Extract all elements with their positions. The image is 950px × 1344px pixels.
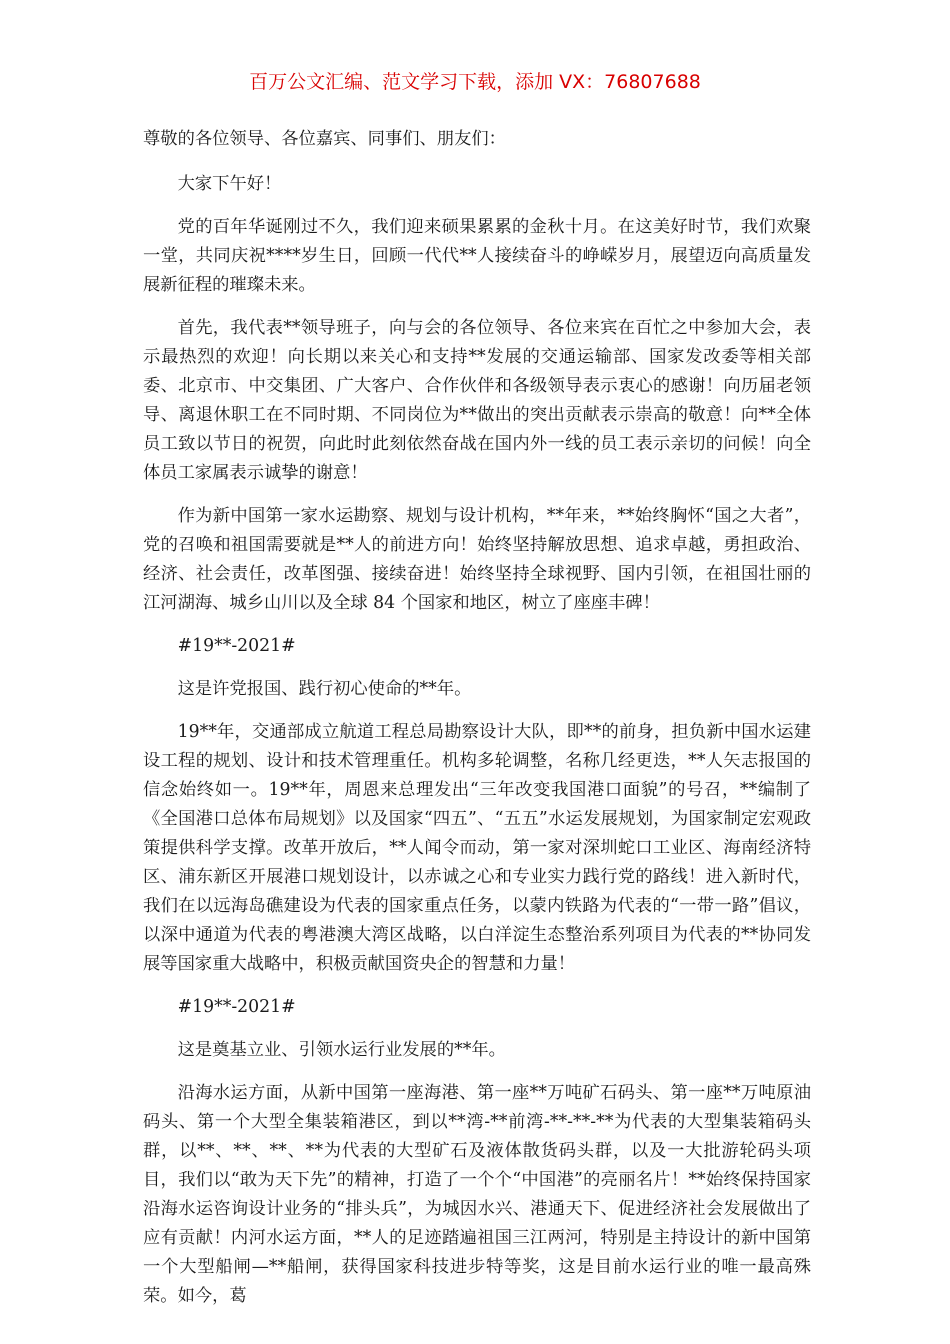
speech-body	[143, 125, 811, 1325]
section-marker: #19**-2021#	[177, 636, 296, 656]
intro-paragraph: 党的百年华诞刚过不久，我们迎来硕果累累的金秋十月。在这美好时节，我们欢聚一堂，共同庆祝****岁生日，回顾一代代**人接续奋斗的峥嵘岁月，展望迈向高质量发展新征程的璀璨未来。	[143, 217, 811, 295]
mission-paragraph: 19**年，交通部成立航道工程总局勘察设计大队，即**的前身，担负新中国水运建设工程的规划、设计和技术管理重任。机构多轮调整，名称几经更迭，**人矢志报国的信念始终如一。19**年，周恩来总理发出“三年改变我国港口面貌”的号召，**编制了《全国港口总体布局规划》以及国家“四五”、“五五”水运发展规划，为国家制定宏观政策提供科学支撑。改革开放后，**人闻令而动，第一家对深圳蛇口工业区、海南经济特区、浦东新区开展港口规划设计，以赤诚之心和专业实力践行党的路线！进入新时代，我们在以远海岛礁建设为代表的国家重点任务，以蒙内铁路为代表的“一带一路”倡议，以深中通道为代表的粤港澳大湾区战略，以白洋淀生态整治系列项目为代表的**协同发展等国家重大战略中，积极贡献国资央企的智慧和力量！	[143, 722, 811, 974]
thanks-paragraph: 首先，我代表**领导班子，向与会的各位领导、各位来宾在百忙之中参加大会，表示最热烈的欢迎！向长期以来关心和支持**发展的交通运输部、国家发改委等相关部委、北京市、中交集团、广大客户、合作伙伴和各级领导表示衷心的感谢！向历届老领导、离退休职工在不同时期、不同岗位为**做出的突出贡献表示崇高的敬意！向**全体员工致以节日的祝贺，向此时此刻依然奋战在国内外一线的员工表示亲切的问候！向全体员工家属表示诚挚的谢意！	[143, 318, 811, 483]
salutation: 尊敬的各位领导、各位嘉宾、同事们、朋友们：	[143, 129, 506, 149]
greeting-paragraph: 大家下午好！	[177, 174, 282, 194]
section-marker: #19**-2021#	[177, 997, 296, 1017]
section-heading: 这是奠基立业、引领水运行业发展的**年。	[177, 1040, 506, 1060]
section-heading: 这是许党报国、践行初心使命的**年。	[177, 679, 472, 699]
achievements-paragraph: 沿海水运方面，从新中国第一座海港、第一座**万吨矿石码头、第一座**万吨原油码头、第一个大型全集装箱港区，到以**湾-**前湾-**-**-**为代表的大型集装箱码头群，以**、**、**、**为代表的大型矿石及液体散货码头群，以及一大批游轮码头项目，我们以“敢为天下先”的精神，打造了一个个“中国港”的亮丽名片！**始终保持国家沿海水运咨询设计业务的“排头兵”，为城因水兴、港通天下、促进经济社会发展做出了应有贡献！内河水运方面，**人的足迹踏遍祖国三江两河，特别是主持设计的新中国第一个大型船闸—**船闸，获得国家科技进步特等奖，这是目前水运行业的唯一最高殊荣。如今，葛	[143, 1083, 811, 1306]
history-paragraph: 作为新中国第一家水运勘察、规划与设计机构，**年来，**始终胸怀“国之大者”，党的召唤和祖国需要就是**人的前进方向！始终坚持解放思想、追求卓越，勇担政治、经济、社会责任，改革图强、接续奋进！始终坚持全球视野、国内引领，在祖国壮丽的江河湖海、城乡山川以及全球 84 个国家和地区，树立了座座丰碑！	[143, 506, 811, 613]
promo-header: 百万公文汇编、范文学习下载，添加 VX：76807688	[249, 71, 701, 93]
